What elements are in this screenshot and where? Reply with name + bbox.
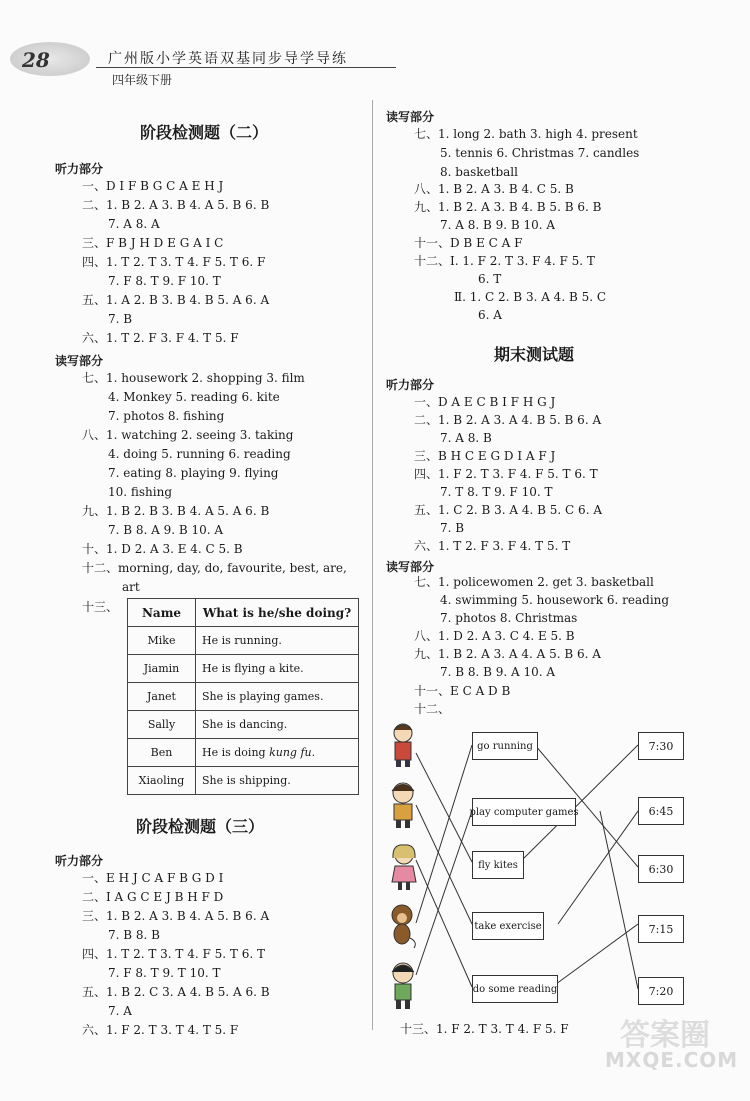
answer-line: 7. photos 8. fishing (108, 409, 225, 423)
listening-heading: 听力部分 (55, 854, 104, 868)
answer-line: 6. A (478, 308, 502, 322)
match-line (416, 753, 472, 862)
doing-cell: She is shipping. (196, 767, 359, 795)
table-header-row (128, 599, 359, 627)
time-box: 6:45 (638, 797, 684, 825)
listening-heading: 听力部分 (55, 162, 104, 176)
answer-line: 九、1. B 2. A 3. B 4. B 5. B 6. B (414, 200, 602, 214)
match-line (552, 924, 638, 987)
match-line (416, 860, 472, 987)
answer-line: art (122, 580, 140, 594)
header-rule (96, 67, 396, 68)
answer-line: 7. B (440, 521, 465, 535)
answer-line: 7. photos 8. Christmas (440, 611, 578, 625)
activity-box: take exercise (472, 912, 544, 940)
reading-writing-heading: 读写部分 (386, 110, 435, 124)
column-header-doing: What is he/she doing? (196, 599, 359, 627)
answer-line: 三、F B J H D E G A I C (82, 236, 224, 250)
answer-line: 十三、1. F 2. T 3. T 4. F 5. F (400, 1022, 569, 1036)
name-cell: Mike (128, 627, 196, 655)
section-title-stage-test-3: 阶段检测题（三） (136, 817, 265, 836)
table-row (128, 767, 359, 795)
doing-suffix: . (311, 746, 316, 759)
answer-line: 7. F 8. T 9. T 10. T (108, 966, 221, 980)
answer-line: 三、B H C E G D I A F J (414, 449, 556, 463)
table-row (128, 683, 359, 711)
answer-line: 五、1. A 2. B 3. B 4. B 5. A 6. A (82, 293, 270, 307)
doing-cell: He is running. (196, 627, 359, 655)
answer-line: 7. B 8. A 9. B 10. A (108, 523, 224, 537)
answer-line: 九、1. B 2. B 3. B 4. A 5. A 6. B (82, 504, 270, 518)
section-title-final-exam: 期末测试题 (494, 345, 575, 364)
activity-table (127, 598, 359, 795)
watermark-logo: 答案圈 (620, 1018, 710, 1053)
answer-line: 二、1. B 2. A 3. B 4. A 5. B 6. B (82, 198, 270, 212)
column-header-name: Name (128, 599, 196, 627)
answer-line: 三、1. B 2. A 3. B 4. A 5. B 6. A (82, 909, 270, 923)
answer-line: 六、1. F 2. T 3. T 4. T 5. F (82, 1023, 239, 1037)
answer-line: 5. tennis 6. Christmas 7. candles (440, 146, 640, 160)
answer-line: 八、1. watching 2. seeing 3. taking (82, 428, 294, 442)
activity-box: do some reading (472, 975, 558, 1003)
answer-line: 五、1. B 2. C 3. A 4. B 5. A 6. B (82, 985, 270, 999)
answer-line: 四、1. F 2. T 3. F 4. F 5. T 6. T (414, 467, 598, 481)
answer-line: 七、1. long 2. bath 3. high 4. present (414, 127, 638, 141)
answer-line: 八、1. B 2. A 3. B 4. C 5. B (414, 182, 574, 196)
table-row (128, 739, 359, 767)
table-row (128, 627, 359, 655)
match-line (416, 745, 472, 923)
answer-line: 7. A 8. B 9. B 10. A (440, 218, 556, 232)
girl-icon (386, 960, 420, 1012)
doing-cell: She is playing games. (196, 683, 359, 711)
name-cell: Jiamin (128, 655, 196, 683)
answer-line: 六、1. T 2. F 3. F 4. T 5. T (414, 539, 571, 553)
answer-line: 二、I A G C E J B H F D (82, 890, 224, 904)
answer-line: 7. T 8. T 9. F 10. T (440, 485, 553, 499)
answer-line: 十一、D B E C A F (414, 236, 523, 250)
answer-line: 七、1. housework 2. shopping 3. film (82, 371, 305, 385)
answer-line: Ⅱ. 1. C 2. B 3. A 4. B 5. C (454, 290, 607, 304)
table-row (128, 711, 359, 739)
name-cell: Ben (128, 739, 196, 767)
column-divider (372, 100, 373, 1030)
question-number: 十二、 (414, 702, 451, 716)
answer-line: 一、D A E C B I F H G J (414, 395, 556, 409)
answer-line: 4. doing 5. running 6. reading (108, 447, 291, 461)
name-cell: Xiaoling (128, 767, 196, 795)
question-number: 十三、 (82, 600, 119, 614)
time-box: 7:30 (638, 732, 684, 760)
listening-heading: 听力部分 (386, 378, 435, 392)
answer-line: 六、1. T 2. F 3. F 4. T 5. F (82, 331, 239, 345)
answer-line: 7. eating 8. playing 9. flying (108, 466, 279, 480)
book-subtitle: 四年级下册 (112, 73, 173, 87)
section-title-stage-test-2: 阶段检测题（二） (140, 123, 269, 142)
match-line (558, 811, 638, 924)
table-row (128, 655, 359, 683)
time-box: 7:15 (638, 915, 684, 943)
activity-box: play computer games (472, 798, 576, 826)
answer-line: 6. T (478, 272, 502, 286)
answer-line: 一、E H J C A F B G D I (82, 871, 224, 885)
answer-line: 7. B 8. B 9. A 10. A (440, 665, 556, 679)
name-cell: Janet (128, 683, 196, 711)
girl-icon (388, 842, 420, 892)
time-box: 6:30 (638, 855, 684, 883)
name-cell: Sally (128, 711, 196, 739)
doing-cell: She is dancing. (196, 711, 359, 739)
answer-line: 7. B (108, 312, 133, 326)
answer-line: 二、1. B 2. A 3. A 4. B 5. B 6. A (414, 413, 602, 427)
answer-line: 十、1. D 2. A 3. E 4. C 5. B (82, 542, 243, 556)
answer-line: 五、1. C 2. B 3. A 4. B 5. C 6. A (414, 503, 602, 517)
reading-writing-heading: 读写部分 (55, 354, 104, 368)
answer-line: 十二、morning, day, do, favourite, best, are, (82, 561, 347, 575)
answer-line: 四、1. T 2. T 3. T 4. F 5. T 6. F (82, 255, 266, 269)
reading-writing-heading: 读写部分 (386, 560, 435, 574)
doing-cell (196, 739, 359, 767)
answer-line: 4. swimming 5. housework 6. reading (440, 593, 670, 607)
answer-line: 十一、E C A D B (414, 684, 511, 698)
answer-line: 7. A (108, 1004, 132, 1018)
monkey-icon (384, 902, 420, 952)
answer-line: 4. Monkey 5. reading 6. kite (108, 390, 280, 404)
answer-line: 九、1. B 2. A 3. A 4. A 5. B 6. A (414, 647, 601, 661)
doing-prefix: He is doing (202, 746, 270, 759)
doing-italic: kung fu (269, 746, 312, 759)
activity-box: fly kites (472, 851, 524, 879)
book-title: 广州版小学英语双基同步导学导练 (108, 51, 348, 67)
time-box: 7:20 (638, 977, 684, 1005)
answer-line: 七、1. policewomen 2. get 3. basketball (414, 575, 654, 589)
boy-icon (386, 720, 420, 768)
answer-line: 8. basketball (440, 165, 518, 179)
answer-line: 10. fishing (108, 485, 173, 499)
boy-icon (386, 780, 420, 830)
answer-line: 7. F 8. T 9. F 10. T (108, 274, 221, 288)
watermark-text: MXQE.COM (605, 1048, 739, 1072)
page-number: 28 (22, 48, 50, 72)
doing-cell: He is flying a kite. (196, 655, 359, 683)
answer-line: 四、1. T 2. T 3. T 4. F 5. T 6. T (82, 947, 266, 961)
activity-box: go running (472, 732, 538, 760)
answer-line: 7. A 8. A (108, 217, 160, 231)
answer-line: 八、1. D 2. A 3. C 4. E 5. B (414, 629, 575, 643)
match-line (416, 805, 472, 924)
answer-line: 十二、Ⅰ. 1. F 2. T 3. F 4. F 5. T (414, 254, 595, 268)
answer-line: 7. A 8. B (440, 431, 492, 445)
answer-line: 一、D I F B G C A E H J (82, 179, 224, 193)
answer-line: 7. B 8. B (108, 928, 160, 942)
